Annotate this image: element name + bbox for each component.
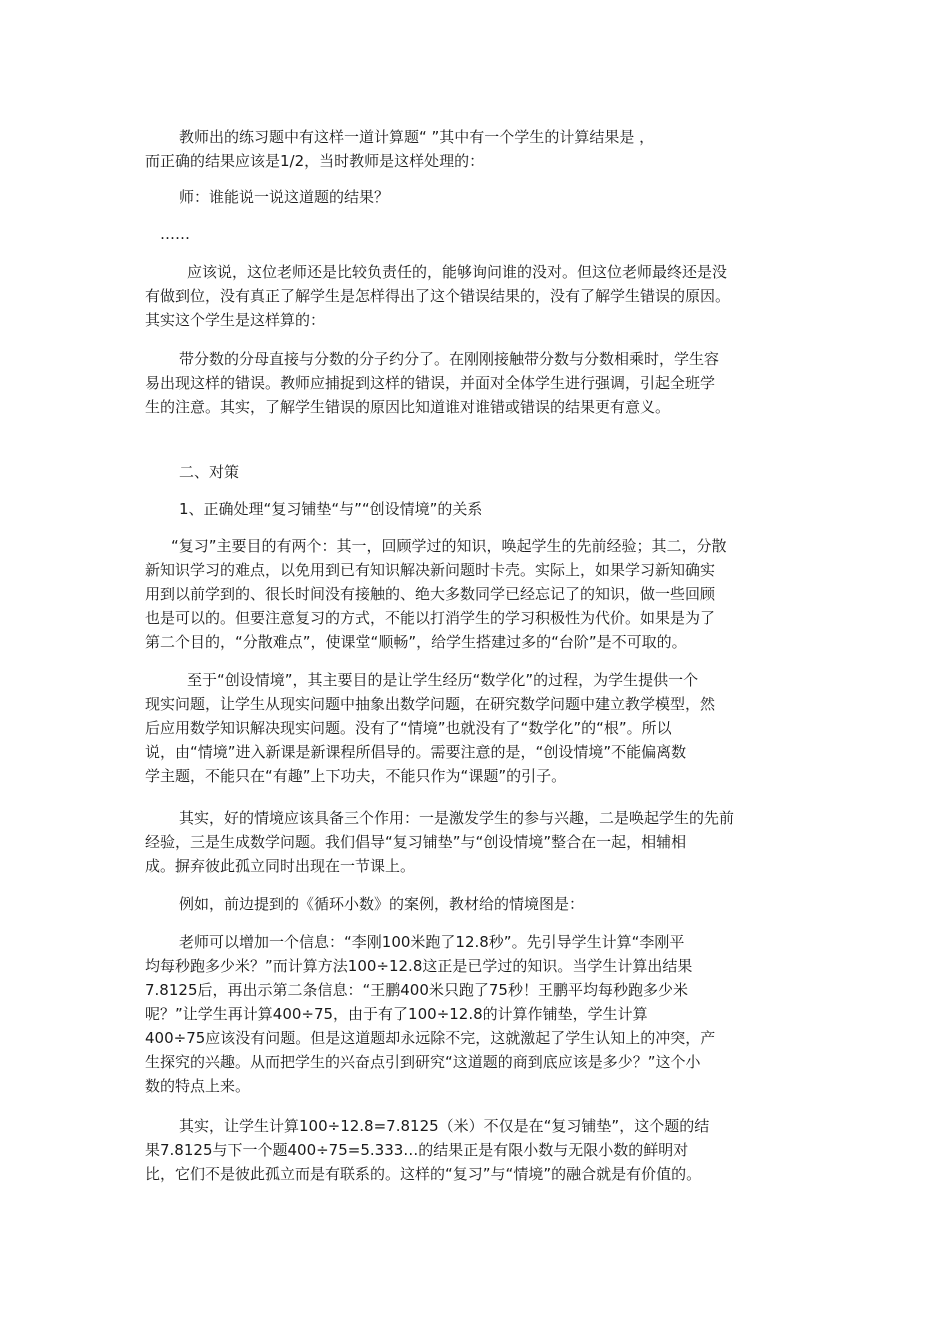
paragraph-teacher-info [145,930,825,1098]
text-line: 1、正确处理“复习铺垫“与”“创设情境”的关系 [179,500,483,518]
paragraph-situation [145,668,825,788]
text-line: 呢？”让学生再计算400÷75，由于有了100÷12.8的计算作铺垫，学生计算 [145,1005,648,1023]
text-line: 后应用数学知识解决现实问题。没有了“情境”也就没有了“数学化”的“根”。所以 [145,719,672,737]
text-line: 7.8125后，再出示第二条信息：“王鹏400米只跑了75秒！王鹏平均每秒跑多少米 [145,981,688,999]
text-line: 果7.8125与下一个题400÷75=5.333…的结果正是有限小数与无限小数的鲜明对 [145,1141,689,1159]
text-line: 应该说，这位老师还是比较负责任的，能够询问谁的没对。但这位老师最终还是没 [187,263,728,281]
text-line: 师：谁能说一说这道题的结果？ [179,188,390,206]
text-line: 用到以前学到的、很长时间没有接触的、绝大多数同学已经忘记了的知识，做一些回顾 [145,585,716,603]
text-line: 400÷75应该没有问题。但是这道题却永远除不完，这就激起了学生认知上的冲突，产 [145,1029,716,1047]
text-line: 经验，三是生成数学问题。我们倡导“复习铺垫”与“创设情境”整合在一起，相辅相 [145,833,687,851]
text-line: 易出现这样的错误。教师应捕捉到这样的错误，并面对全体学生进行强调，引起全班学 [145,374,716,392]
text-line: 也是可以的。但要注意复习的方式，不能以打消学生的学习积极性为代价。如果是为了 [145,609,716,627]
text-line: 教师出的练习题中有这样一道计算题“ ”其中有一个学生的计算结果是 ， [179,128,655,146]
text-line: 其实，让学生计算100÷12.8=7.8125（米）不仅是在“复习铺垫”，这个题的结 [179,1117,710,1135]
text-line: 老师可以增加一个信息：“李刚100米跑了12.8秒”。先引导学生计算“李刚平 [179,933,685,951]
text-line: 成。摒弃彼此孤立同时出现在一节课上。 [145,857,416,875]
text-line: 比，它们不是彼此孤立而是有联系的。这样的“复习”与“情境”的融合就是有价值的。 [145,1165,702,1183]
text-line: 至于“创设情境”，其主要目的是让学生经历“数学化”的过程，为学生提供一个 [187,671,699,689]
text-line: 例如，前边提到的《循环小数》的案例，教材给的情境图是： [179,895,585,913]
paragraph-review-purpose [145,534,825,654]
text-line: 其实，好的情境应该具备三个作用：一是激发学生的参与兴趣，二是唤起学生的先前 [179,809,735,827]
subsection-heading [145,497,825,521]
text-line: …… [160,225,190,243]
text-line: 而正确的结果应该是1/2，当时教师是这样处理的： [145,152,485,170]
text-line: 二、对策 [179,463,240,481]
section-heading [145,460,825,484]
paragraph-example [145,892,825,916]
text-line: 第二个目的，“分散难点”，使课堂“顺畅”，给学生搭建过多的“台阶”是不可取的。 [145,633,687,651]
paragraph-comment [145,260,825,332]
text-line: 均每秒跑多少米？”而计算方法100÷12.8这正是已学过的知识。当学生计算出结果 [145,957,693,975]
text-line: 数的特点上来。 [145,1077,251,1095]
text-line: 新知识学习的难点，以免用到已有知识解决新问题时卡壳。实际上，如果学习新知确实 [145,561,716,579]
paragraph-teacher-question [145,185,825,209]
paragraph-conclusion [145,1114,825,1186]
ellipsis [160,222,840,246]
text-line: 现实问题，让学生从现实问题中抽象出数学问题，在研究数学问题中建立教学模型，然 [145,695,716,713]
text-line: 学主题，不能只在“有趣”上下功夫，不能只作为“课题”的引子。 [145,767,567,785]
text-line: 有做到位，没有真正了解学生是怎样得出了这个错误结果的，没有了解学生错误的原因。 [145,287,731,305]
text-line: 带分数的分母直接与分数的分子约分了。在刚刚接触带分数与分数相乘时，学生容 [179,350,720,368]
text-line: 说，由“情境”进入新课是新课程所倡导的。需要注意的是，“创设情境”不能偏离数 [145,743,687,761]
paragraph-problem-intro [145,125,825,173]
text-line: 其实这个学生是这样算的： [145,311,326,329]
text-line: 生的注意。其实，了解学生错误的原因比知道谁对谁错或错误的结果更有意义。 [145,398,671,416]
paragraph-error-analysis [145,347,825,419]
text-line: “复习”主要目的有两个：其一，回顾学过的知识，唤起学生的先前经验；其二，分散 [171,537,727,555]
text-line: 生探究的兴趣。从而把学生的兴奋点引到研究“这道题的商到底应该是多少？”这个小 [145,1053,701,1071]
paragraph-three-roles [145,806,825,878]
